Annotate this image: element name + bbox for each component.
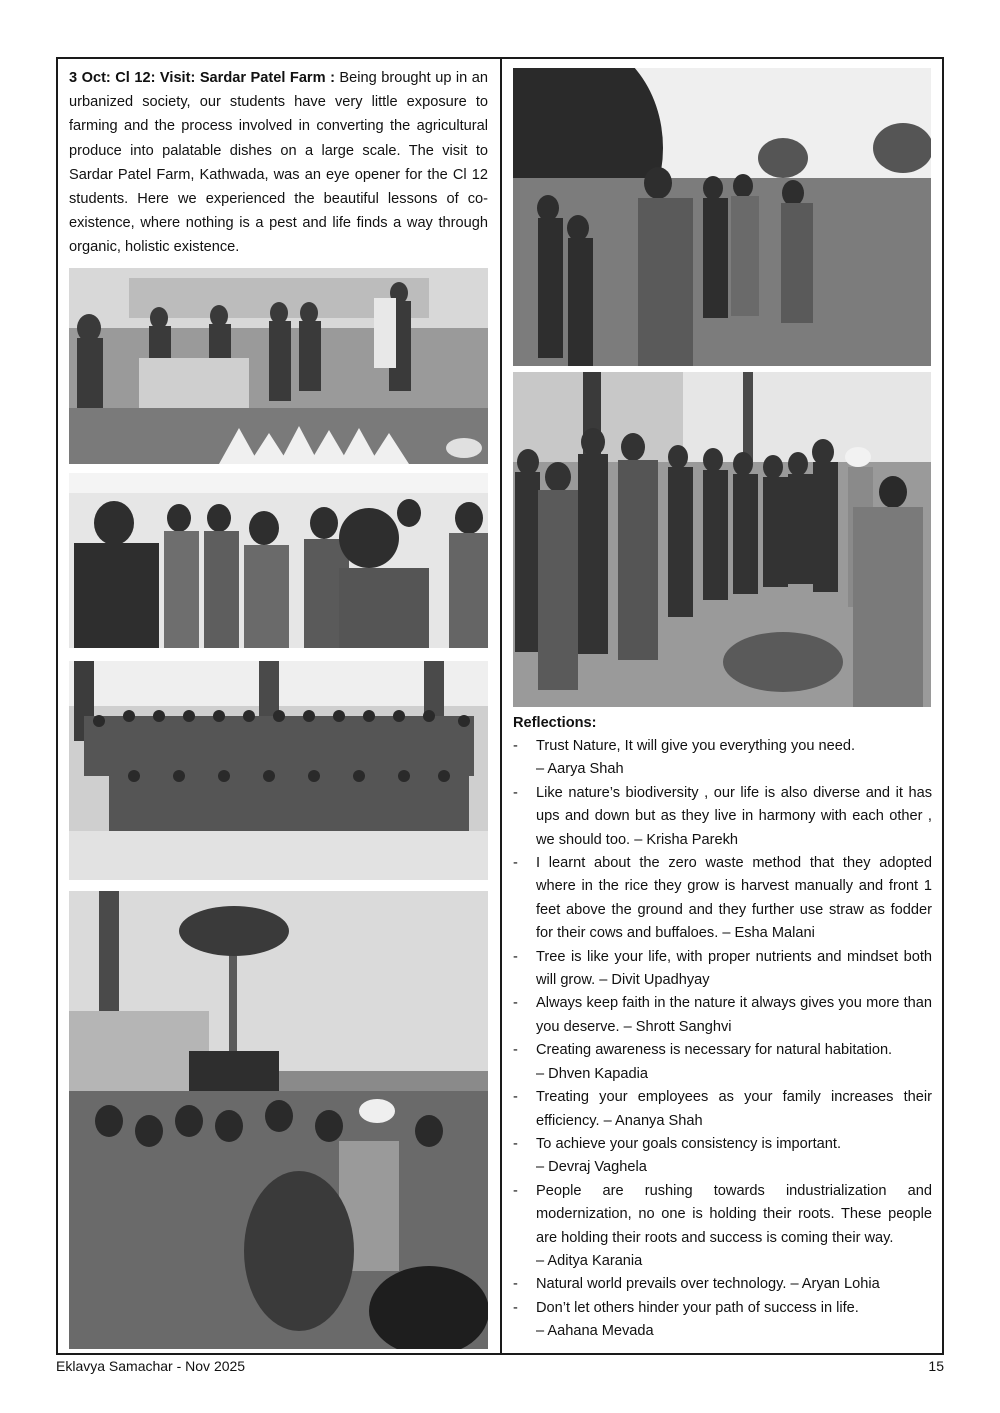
- reflection-text: Like nature’s biodiversity , our life is also diverse and it has ups and down but as they live in harmony with each other , we should too.: [536, 784, 932, 848]
- bullet-dash: -: [513, 1042, 518, 1059]
- reflection-item: [513, 782, 932, 852]
- bullet-dash: -: [513, 1089, 518, 1106]
- column-divider: [500, 57, 502, 1355]
- reflection-author: – Devraj Vaghela: [536, 1159, 647, 1176]
- reflections-list: [513, 735, 932, 1344]
- reflection-item: [513, 1180, 932, 1274]
- article-intro: [69, 66, 488, 260]
- footer-page-number: 15: [928, 1358, 944, 1374]
- bullet-dash: -: [513, 738, 518, 754]
- reflection-text: Don’t let others hinder your path of success in life.: [536, 1299, 859, 1316]
- bullet-dash: -: [513, 948, 518, 965]
- reflection-text: Trust Nature, It will give you everything you need.: [536, 738, 856, 754]
- reflection-author: – Ananya Shah: [603, 1112, 703, 1129]
- reflection-text: People are rushing towards industrialization and modernization, no one is holding their roots. These people are holding their roots and success is coming their way.: [536, 1182, 932, 1246]
- photo-field-talk: [513, 372, 931, 707]
- reflections-title: Reflections:: [513, 715, 597, 731]
- photo-field-palm: [69, 891, 488, 1349]
- footer-publication: Eklavya Samachar - Nov 2025: [56, 1358, 246, 1374]
- bullet-dash: -: [513, 1276, 518, 1293]
- reflection-author: – Dhven Kapadia: [536, 1065, 648, 1082]
- reflection-author: – Krisha Parekh: [634, 831, 739, 848]
- bullet-dash: -: [513, 855, 518, 872]
- article-body: Being brought up in an urbanized society, our students have very little exposure to farming and the process involved in converting the agricultural produce into palatable dishes on a large scale. The visit to Sardar Patel Farm, Kathwada, was an eye opener for the Cl 12 students. Here we experienced the beautiful lessons of co-existence, where nothing is a pest and life finds a way through organic, holistic existence.: [69, 70, 488, 256]
- reflection-author: – Aarya Shah: [536, 761, 624, 778]
- reflection-text: Natural world prevails over technology.: [536, 1276, 787, 1293]
- article-heading: 3 Oct: Cl 12: Visit: Sardar Patel Farm :: [69, 70, 335, 86]
- reflection-item: [513, 852, 932, 946]
- reflection-author: – Divit Upadhyay: [599, 972, 710, 989]
- photo-students-listening: [69, 473, 488, 648]
- reflection-item: [513, 1273, 932, 1296]
- reflection-item: [513, 735, 932, 782]
- bullet-dash: -: [513, 1299, 518, 1316]
- reflection-author: – Aahana Mevada: [536, 1323, 654, 1340]
- reflection-text: Treating your employees as your family increases their efficiency.: [536, 1089, 932, 1129]
- bullet-dash: -: [513, 995, 518, 1012]
- reflection-item: [513, 992, 932, 1039]
- photo-group: [69, 661, 488, 880]
- reflection-author: – Aditya Karania: [536, 1252, 643, 1269]
- reflection-item: [513, 1039, 932, 1086]
- bullet-dash: -: [513, 784, 518, 801]
- bullet-dash: -: [513, 1135, 518, 1152]
- reflection-text: I learnt about the zero waste method that they adopted where in the rice they grow is harvest manually and front 1 feet above the ground and they further use straw as fodder for their cows and buffaloes.: [536, 855, 932, 942]
- reflection-author: – Esha Malani: [722, 925, 815, 942]
- bullet-dash: -: [513, 1182, 518, 1199]
- reflection-item: [513, 946, 932, 993]
- reflection-text: Creating awareness is necessary for natural habitation.: [536, 1042, 893, 1059]
- photo-field-crops: [513, 68, 931, 366]
- reflection-item: [513, 1297, 932, 1344]
- reflection-author: – Shrott Sanghvi: [623, 1018, 732, 1035]
- reflection-item: [513, 1133, 932, 1180]
- reflection-author: – Aryan Lohia: [790, 1276, 880, 1293]
- reflection-text: To achieve your goals consistency is important.: [536, 1135, 841, 1152]
- reflection-item: [513, 1086, 932, 1133]
- reflection-text: Tree is like your life, with proper nutrients and mindset both will grow.: [536, 948, 932, 989]
- photo-kitchen: [69, 268, 488, 464]
- reflection-text: Always keep faith in the nature it always gives you more than you deserve.: [536, 995, 932, 1035]
- reflections-section: [513, 712, 932, 1344]
